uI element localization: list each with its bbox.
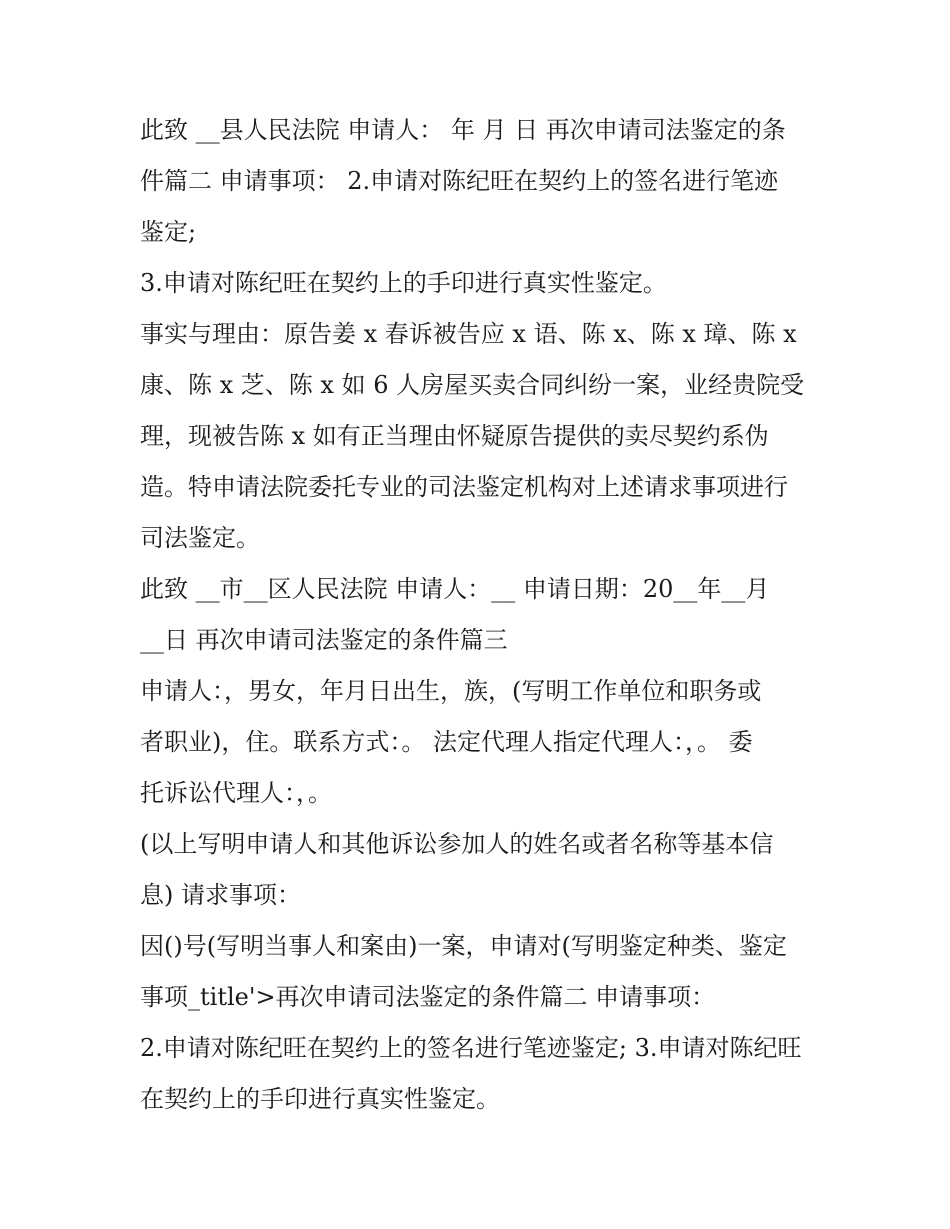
text-line-6: 康、陈 x 芝、陈 x 如 6 人房屋买卖合同纠纷一案，业经贵院受 [140, 371, 805, 399]
text-line-14: 托诉讼代理人：，。 [140, 779, 332, 807]
text-line-18: 事项_title'>再次申请司法鉴定的条件篇二 申请事项： [140, 983, 716, 1011]
document-body [140, 105, 820, 1125]
text-line-8: 造。特申请法院委托专业的司法鉴定机构对上述请求事项进行 [140, 473, 788, 501]
text-line-2: 件篇二 申请事项： 2.申请对陈纪旺在契约上的签名进行笔迹 [140, 167, 779, 195]
text-line-20: 在契约上的手印进行真实性鉴定。 [140, 1085, 500, 1113]
text-line-11: __日 再次申请司法鉴定的条件篇三 [140, 626, 508, 654]
text-line-3: 鉴定; [140, 218, 197, 246]
text-line-9: 司法鉴定。 [140, 524, 260, 552]
text-line-13: 者职业)，住。联系方式：。 法定代理人指定代理人：，。 委 [140, 728, 753, 756]
text-line-7: 理，现被告陈 x 如有正当理由怀疑原告提供的卖尽契约系伪 [140, 422, 769, 450]
text-line-19: 2.申请对陈纪旺在契约上的签名进行笔迹鉴定; 3.申请对陈纪旺 [140, 1034, 802, 1062]
text-line-16: 息) 请求事项： [140, 881, 301, 909]
text-line-12: 申请人：，男女，年月日出生，族，(写明工作单位和职务或 [140, 677, 762, 705]
text-line-4: 3.申请对陈纪旺在契约上的手印进行真实性鉴定。 [140, 269, 667, 297]
text-line-1: 此致 __县人民法院 申请人： 年 月 日 再次申请司法鉴定的条 [140, 116, 786, 144]
text-line-17: 因()号(写明当事人和案由)一案，申请对(写明鉴定种类、鉴定 [140, 932, 787, 960]
text-line-10: 此致 __市__区人民法院 申请人：__ 申请日期：20__年__月 [140, 575, 770, 603]
text-line-15: (以上写明申请人和其他诉讼参加人的姓名或者名称等基本信 [140, 830, 774, 858]
text-line-5: 事实与理由：原告姜 x 春诉被告应 x 语、陈 x、陈 x 璋、陈 x [140, 320, 797, 348]
